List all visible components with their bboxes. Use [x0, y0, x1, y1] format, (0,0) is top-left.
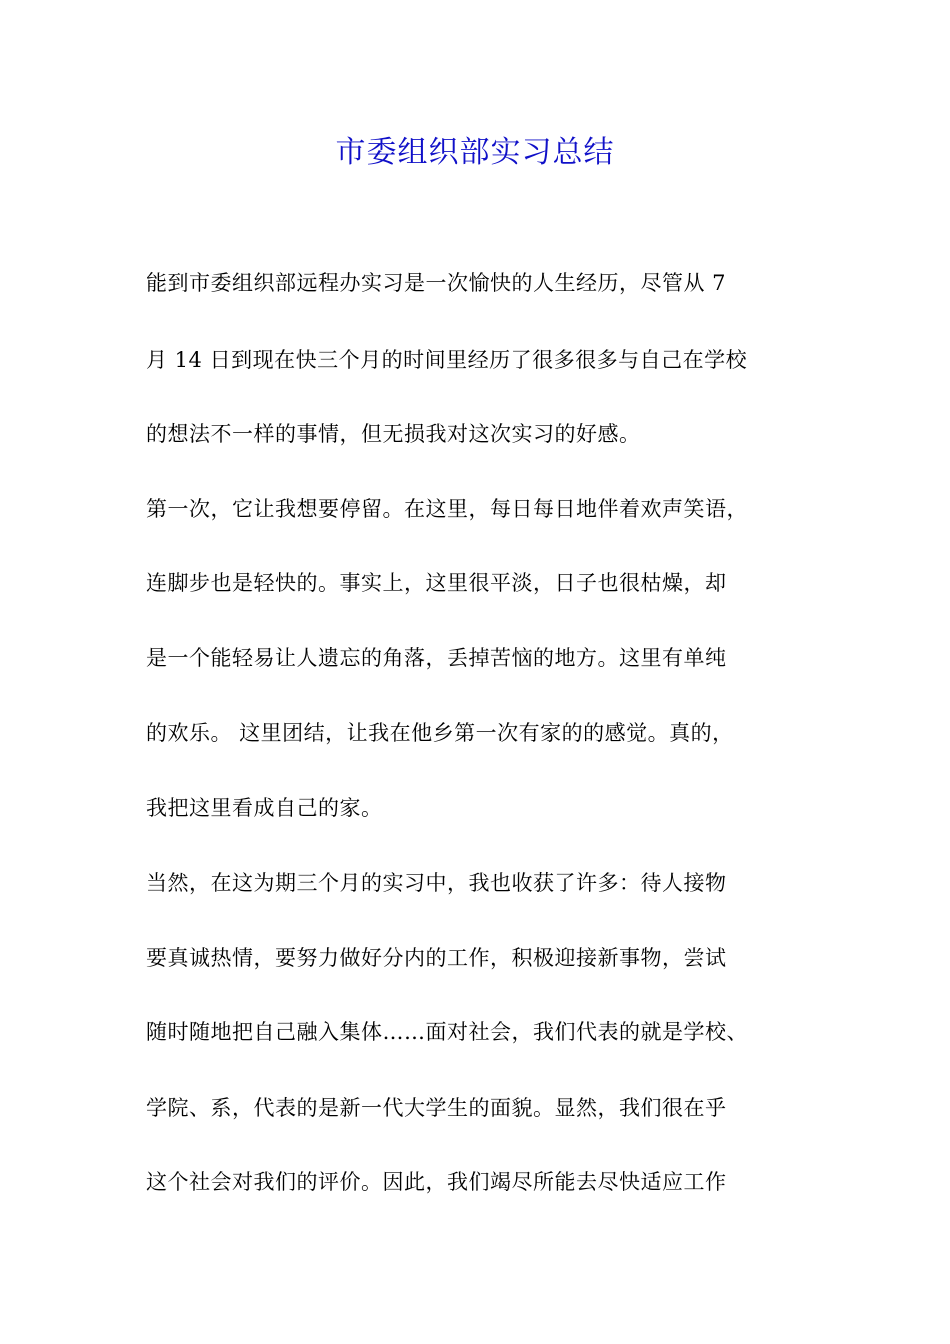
body-line-3: 的想法不一样的事情，但无损我对这次实习的好感。: [146, 422, 641, 446]
body-line-8: 我把这里看成自己的家。: [146, 796, 383, 820]
document-title: 市委组织部实习总结: [335, 135, 615, 170]
body-line-2: 月 14 日到现在快三个月的时间里经历了很多很多与自己在学校: [146, 348, 748, 372]
body-line-10: 要真诚热情，要努力做好分内的工作，积极迎接新事物，尝试: [146, 946, 727, 970]
body-line-12: 学院、系，代表的是新一代大学生的面貌。显然，我们很在乎: [146, 1096, 727, 1120]
body-line-1: 能到市委组织部远程办实习是一次愉快的人生经历，尽管从 7: [146, 271, 727, 295]
body-line-4: 第一次，它让我想要停留。在这里，每日每日地伴着欢声笑语，: [146, 497, 748, 521]
body-line-13: 这个社会对我们的评价。因此，我们竭尽所能去尽快适应工作: [146, 1170, 727, 1194]
body-line-9: 当然，在这为期三个月的实习中，我也收获了许多：待人接物: [146, 871, 727, 895]
body-line-5: 连脚步也是轻快的。事实上，这里很平淡，日子也很枯燥，却: [146, 571, 727, 595]
body-line-6: 是一个能轻易让人遗忘的角落，丢掉苦恼的地方。这里有单纯: [146, 646, 727, 670]
body-line-7: 的欢乐。 这里团结，让我在他乡第一次有家的的感觉。真的，: [146, 721, 734, 745]
body-line-11: 随时随地把自己融入集体……面对社会，我们代表的就是学校、: [146, 1020, 748, 1044]
